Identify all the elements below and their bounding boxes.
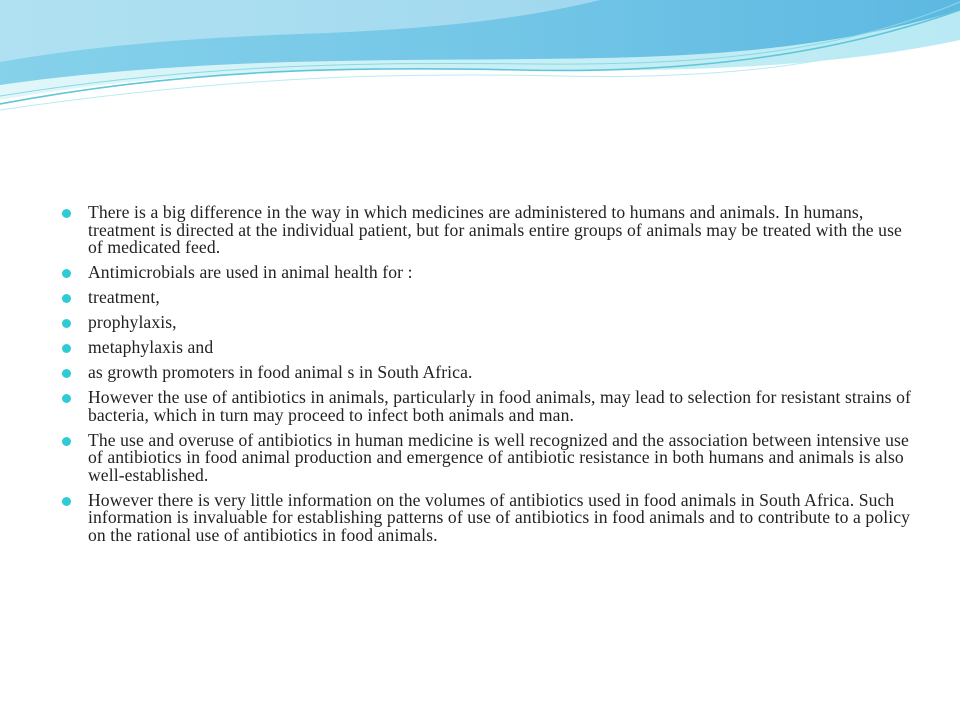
bullet-dot-icon <box>62 269 71 278</box>
bullet-item <box>62 489 912 545</box>
bullet-text: metaphylaxis and <box>88 337 214 357</box>
bullet-dot-icon <box>62 437 71 446</box>
bullet-dot-icon <box>62 319 71 328</box>
bullet-dot-icon <box>62 344 71 353</box>
bullet-text: treatment, <box>88 287 160 307</box>
bullet-item <box>62 339 912 357</box>
bullet-item <box>62 429 912 485</box>
bullet-text: prophylaxis, <box>88 312 177 332</box>
bullet-text: Antimicrobials are used in animal health for : <box>88 262 413 282</box>
bullet-text: as growth promoters in food animal s in South Africa. <box>88 362 473 382</box>
bullet-text: There is a big difference in the way in which medicines are administered to humans and animals. In humans, treatment is directed at the individual patient, but for animals entire groups of animals may be treated with the use of medicated feed. <box>88 202 902 257</box>
bullet-item <box>62 204 912 257</box>
bullet-item <box>62 364 912 382</box>
bullet-item <box>62 389 912 424</box>
bullet-item <box>62 314 912 332</box>
bullet-list <box>62 204 912 552</box>
bullet-text: However the use of antibiotics in animals, particularly in food animals, may lead to selection for resistant strains of bacteria, which in turn may proceed to infect both animals and man. <box>88 387 911 425</box>
bullet-item <box>62 289 912 307</box>
bullet-dot-icon <box>62 369 71 378</box>
bullet-text: However there is very little information on the volumes of antibiotics used in food animals in South Africa. Such information is invaluable for establishing patterns of use of antibiotics in food animals and to contribute to a policy on the rational use of antibiotics in food animals. <box>88 489 911 545</box>
bullet-dot-icon <box>62 394 71 403</box>
bullet-text: The use and overuse of antibiotics in human medicine is well recognized and the association between intensive use of antibiotics in food animal production and emergence of antibiotic resistance in both humans and animals is also well-established. <box>88 429 909 485</box>
bullet-dot-icon <box>62 497 71 506</box>
bullet-dot-icon <box>62 209 71 218</box>
header-wave-decoration <box>0 0 960 140</box>
bullet-item <box>62 264 912 282</box>
bullet-dot-icon <box>62 294 71 303</box>
